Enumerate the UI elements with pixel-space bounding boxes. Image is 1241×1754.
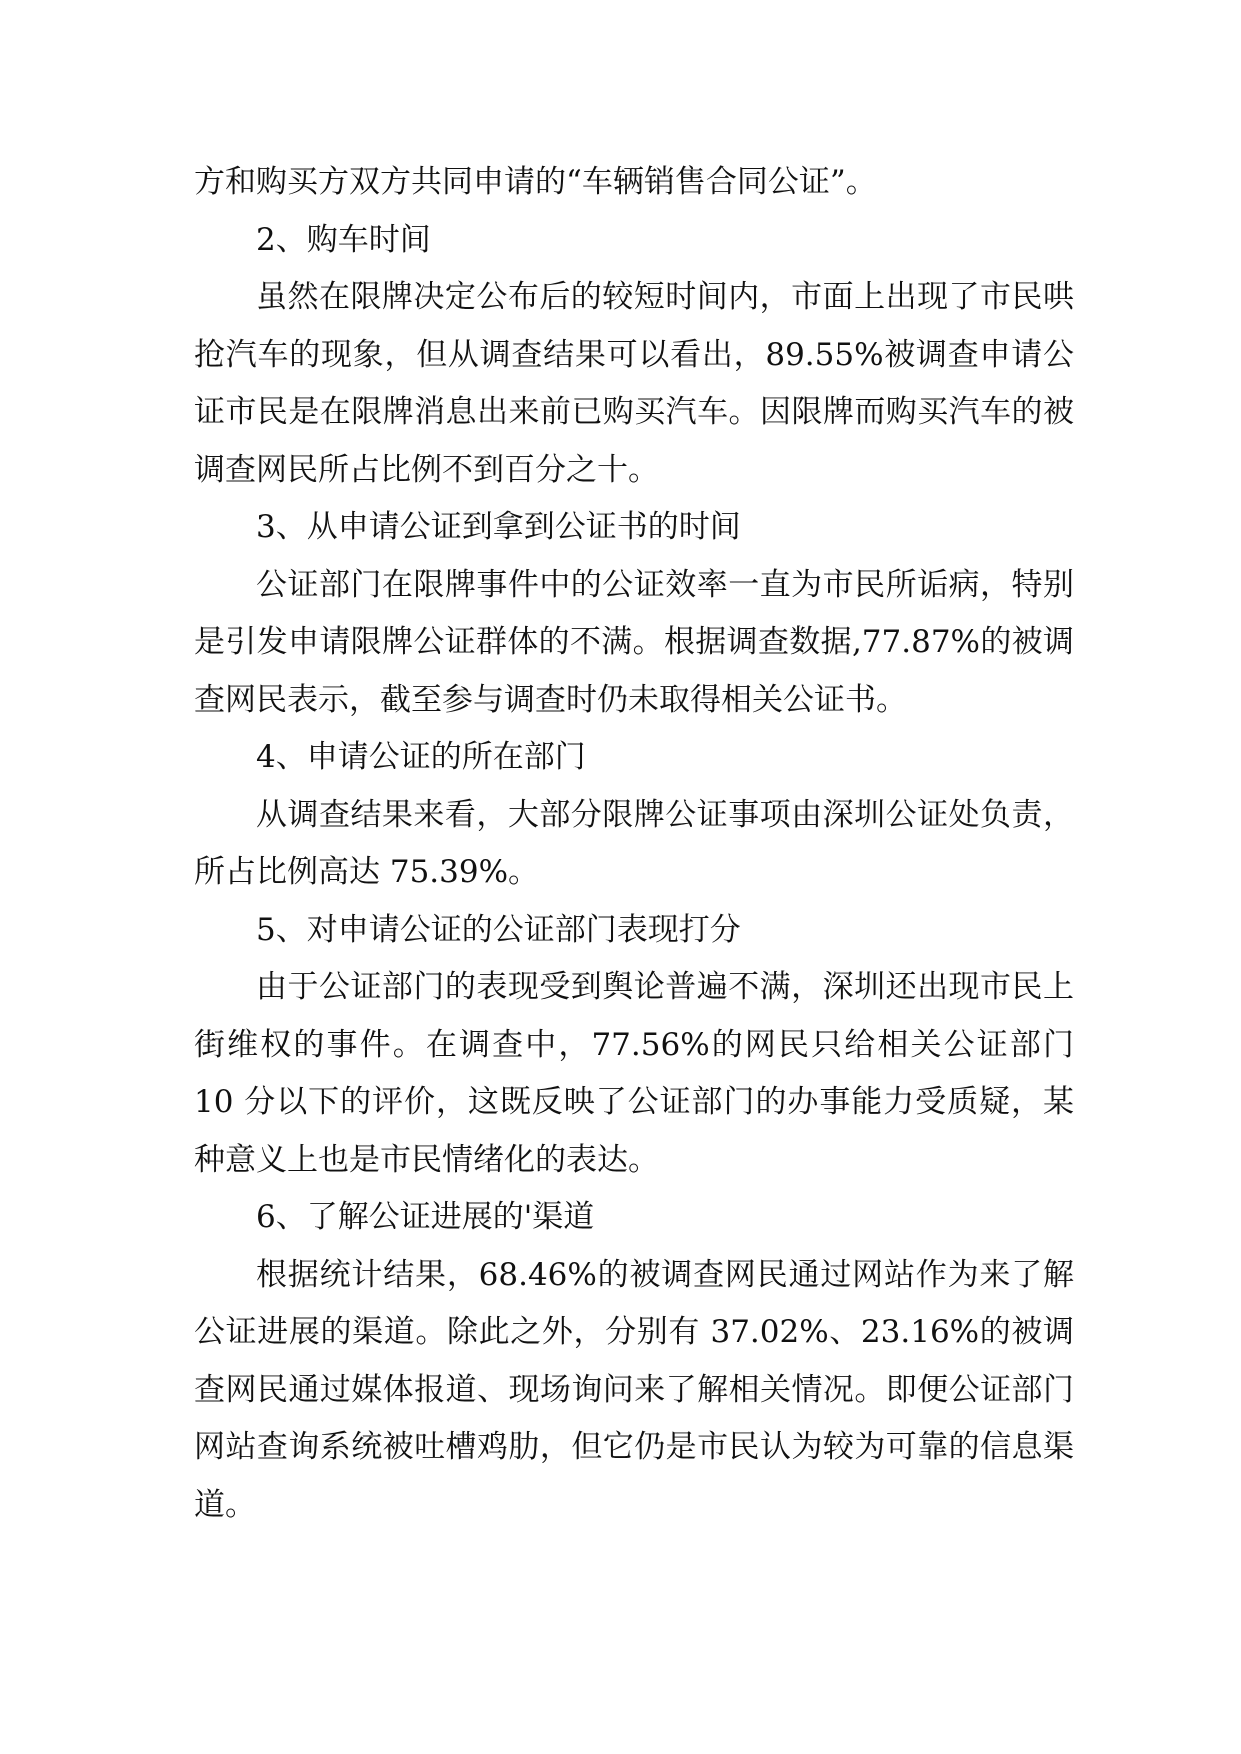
paragraph-continuation: 方和购买方双方共同申请的“车辆销售合同公证”。 xyxy=(194,164,877,200)
section-heading-rating: 5、对申请公证的公证部门表现打分 xyxy=(256,911,741,948)
section-heading-channels: 6、了解公证进展的'渠道 xyxy=(256,1199,595,1235)
section-heading-notarization-duration: 3、从申请公证到拿到公证书的时间 xyxy=(256,509,741,545)
section-heading-purchase-time: 2、购车时间 xyxy=(256,221,431,258)
section-heading-department: 4、申请公证的所在部门 xyxy=(256,739,586,775)
paragraph-channels: 根据统计结果，68.46%的被调查网民通过网站作为来了解公证进展的渠道。除此之外，分别有 37.02%、23.16%的被调查网民通过媒体报道、现场询问来了解相关情况。即便公证部门网站查询系统被吐槽鸡肋，但它仍是市民认为较为可靠的信息渠道。 xyxy=(194,1256,1074,1523)
paragraph-notarization-duration: 公证部门在限牌事件中的公证效率一直为市民所诟病，特别是引发申请限牌公证群体的不满。根据调查数据,77.87%的被调查网民表示，截至参与调查时仍未取得相关公证书。 xyxy=(194,566,1074,718)
paragraph-department: 从调查结果来看，大部分限牌公证事项由深圳公证处负责，所占比例高达 75.39%。 xyxy=(194,796,1074,890)
paragraph-rating: 由于公证部门的表现受到舆论普遍不满，深圳还出现市民上街维权的事件。在调查中，77.56%的网民只给相关公证部门 10 分以下的评价，这既反映了公证部门的办事能力受质疑，某种意义上也是市民情绪化的表达。 xyxy=(194,969,1084,1178)
paragraph-purchase-time: 虽然在限牌决定公布后的较短时间内，市面上出现了市民哄抢汽车的现象，但从调查结果可以看出，89.55%被调查申请公证市民是在限牌消息出来前已购买汽车。因限牌而购买汽车的被调查网民所占比例不到百分之十。 xyxy=(194,279,1074,488)
document-body xyxy=(194,154,1084,1534)
